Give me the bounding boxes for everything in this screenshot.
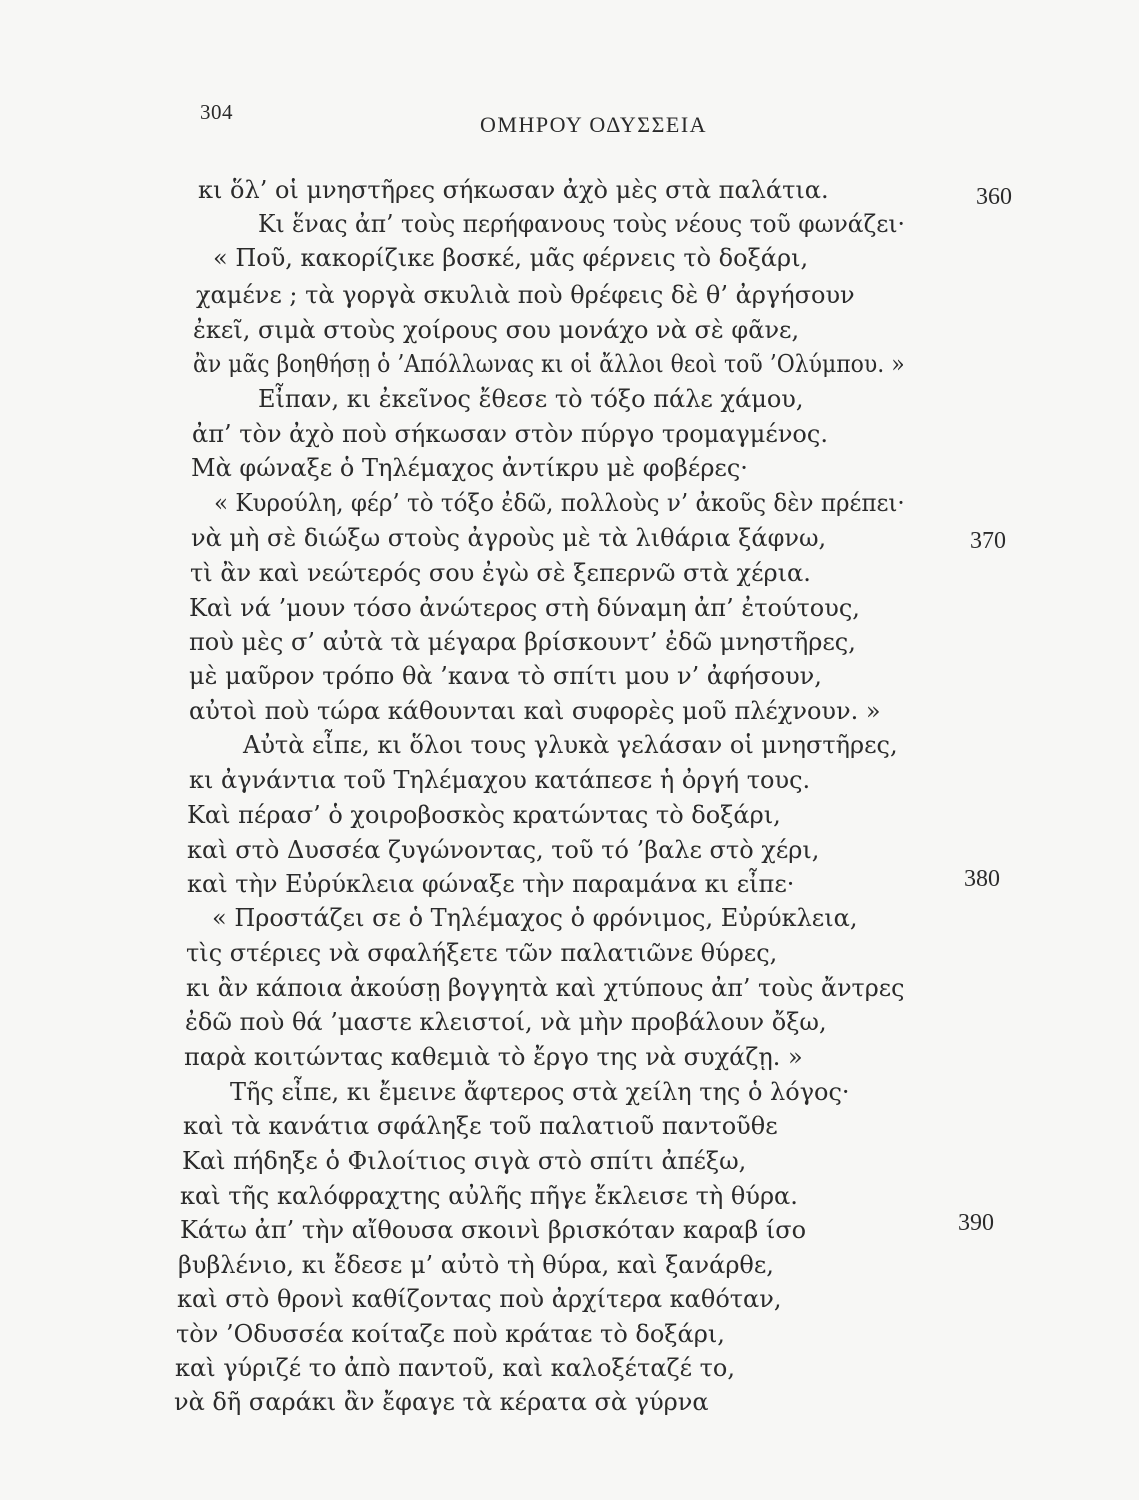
verse-line: « Κυρούλη, φέρ’ τὸ τόξο ἐδῶ, πολλοὺς ν’ ἀκοῦς δὲν πρέπει· bbox=[214, 489, 905, 517]
verse-line: χαμένε ; τὰ γοργὰ σκυλιὰ ποὺ θρέφεις δὲ θ’ ἀργήσουν bbox=[196, 281, 855, 309]
verse-line: κι ἂν κάποια ἀκούσῃ βογγητὰ καὶ χτύπους ἀπ’ τοὺς ἄντρες bbox=[186, 974, 905, 1002]
verse-line: νὰ δῆ σαράκι ἂν ἔφαγε τὰ κέρατα σὰ γύρνα bbox=[174, 1388, 709, 1416]
verse-line: κι ἀγνάντια τοῦ Τηλέμαχου κατάπεσε ἡ ὀργή τους. bbox=[189, 766, 811, 794]
verse-line: Καὶ νά ’μουν τόσο ἀνώτερος στὴ δύναμη ἀπ’ ἐτούτους, bbox=[189, 594, 860, 622]
verse-line: καὶ τῆς καλόφραχτης αὐλῆς πῆγε ἔκλεισε τὴ θύρα. bbox=[180, 1182, 798, 1210]
verse-line: τὶς στέριες νὰ σφαλήξετε τῶν παλατιῶνε θύρες, bbox=[186, 939, 778, 967]
verse-line: καὶ στὸ θρονὶ καθίζοντας ποὺ ἀρχίτερα καθόταν, bbox=[177, 1285, 782, 1313]
verse-line: αὐτοὶ ποὺ τώρα κάθουνται καὶ συφορὲς μοῦ πλέχνουν. » bbox=[189, 697, 881, 725]
verse-line: Τῆς εἶπε, κι ἔμεινε ἄφτερος στὰ χείλη της ὁ λόγος· bbox=[230, 1078, 850, 1106]
verse-line: Καὶ πέρασ’ ὁ χοιροβοσκὸς κρατώντας τὸ δοξάρι, bbox=[187, 801, 781, 829]
verse-line: Κι ἕνας ἀπ’ τοὺς περήφανους τοὺς νέους τοῦ φωνάζει· bbox=[258, 210, 905, 238]
verse-line: Κάτω ἀπ’ τὴν αἴθουσα σκοινὶ βρισκόταν καραβ ίσο bbox=[180, 1216, 807, 1244]
verse-line: Μὰ φώναξε ὁ Τηλέμαχος ἀντίκρυ μὲ φοβέρες· bbox=[191, 454, 748, 482]
verse-line: τὶ ἂν καὶ νεώτερός σου ἐγὼ σὲ ξεπερνῶ στὰ χέρια. bbox=[190, 559, 811, 587]
verse-line: καὶ τὴν Εὐρύκλεια φώναξε τὴν παραμάνα κι εἶπε· bbox=[187, 870, 795, 898]
verse-line: καὶ τὰ κανάτια σφάληξε τοῦ παλατιοῦ παντοῦθε bbox=[183, 1112, 778, 1140]
verse-line: ἐδῶ ποὺ θά ’μαστε κλειστοί, νὰ μὴν προβάλουν ὄξω, bbox=[185, 1008, 827, 1036]
verse-line: καὶ γύριζέ το ἀπὸ παντοῦ, καὶ καλοξέταζέ το, bbox=[175, 1354, 736, 1382]
verse-line: ἐκεῖ, σιμὰ στοὺς χοίρους σου μονάχο νὰ σὲ φᾶνε, bbox=[193, 316, 800, 344]
verse-line: Καὶ πήδηξε ὁ Φιλοίτιος σιγὰ στὸ σπίτι ἀπέξω, bbox=[182, 1147, 747, 1175]
line-number: 370 bbox=[970, 528, 1006, 554]
verse-line: ἀπ’ τὸν ἀχὸ ποὺ σήκωσαν στὸν πύργο τρομαγμένος. bbox=[192, 420, 828, 448]
verse-line: τὸν ’Οδυσσέα κοίταζε ποὺ κράταε τὸ δοξάρι, bbox=[176, 1320, 725, 1348]
verse-line: Αὐτὰ εἶπε, κι ὅλοι τους γλυκὰ γελάσαν οἱ μνηστῆρες, bbox=[243, 731, 898, 759]
verse-line: « Ποῦ, κακορίζικε βοσκέ, μᾶς φέρνεις τὸ δοξάρι, bbox=[213, 244, 809, 272]
line-number: 390 bbox=[958, 1210, 994, 1236]
verse-line: ποὺ μὲς σ’ αὐτὰ τὰ μέγαρα βρίσκουντ’ ἐδῶ μνηστῆρες, bbox=[189, 628, 856, 656]
verse-line: κι ὅλ’ οἱ μνηστῆρες σήκωσαν ἀχὸ μὲς στὰ παλάτια. bbox=[198, 176, 829, 204]
verse-line: Εἶπαν, κι ἐκεῖνος ἔθεσε τὸ τόξο πάλε χάμου, bbox=[258, 385, 804, 413]
page-number: 304 bbox=[200, 100, 233, 124]
verse-line: καὶ στὸ Δυσσέα ζυγώνοντας, τοῦ τό ’βαλε στὸ χέρι, bbox=[187, 836, 820, 864]
verse-line: νὰ μὴ σὲ διώξω στοὺς ἀγροὺς μὲ τὰ λιθάρια ξάφνω, bbox=[191, 524, 827, 552]
line-number: 360 bbox=[976, 184, 1012, 210]
line-number: 380 bbox=[964, 866, 1000, 892]
verse-line: « Προστάζει σε ὁ Τηλέμαχος ὁ φρόνιμος, Εὐρύκλεια, bbox=[212, 904, 858, 932]
verse-line: βυβλένιο, κι ἔδεσε μ’ αὐτὸ τὴ θύρα, καὶ ξανάρθε, bbox=[178, 1251, 774, 1279]
verse-line: παρὰ κοιτώντας καθεμιὰ τὸ ἔργο της νὰ συχάζῃ. » bbox=[184, 1043, 803, 1071]
verse-line: μὲ μαῦρον τρόπο θὰ ’κανα τὸ σπίτι μου ν’ ἀφήσουν, bbox=[189, 662, 822, 690]
running-head: ΟΜΗΡΟΥ ΟΔΥΣΣΕΙΑ bbox=[480, 112, 708, 137]
verse-line: ἂν μᾶς βοηθήσῃ ὁ ’Απόλλωνας κι οἱ ἄλλοι θεοὶ τοῦ ’Ολύμπου. » bbox=[193, 350, 905, 378]
